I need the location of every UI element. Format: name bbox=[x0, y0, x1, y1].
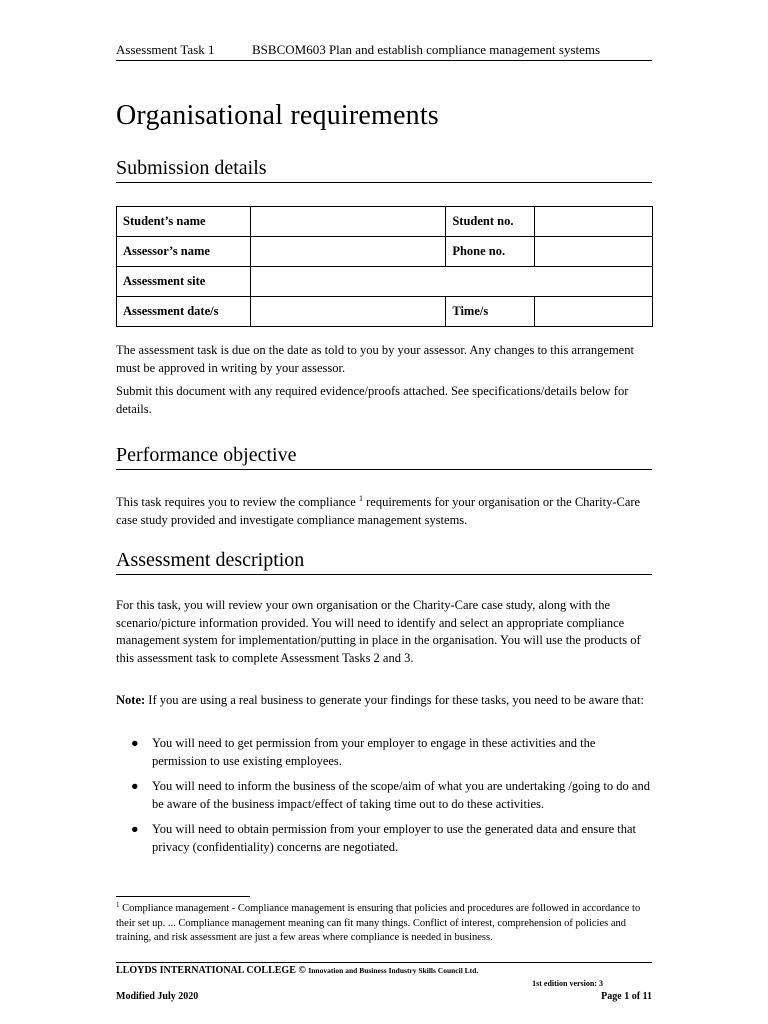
performance-text-before: This task requires you to review the compliance bbox=[116, 495, 359, 509]
footnote-text: Compliance management - Compliance management is ensuring that policies and procedures are followed in accordance to their set up. ... Compliance management meaning can fit many things. Conflict of interest, comprehension of policies and training, and risk assessment are just a few areas where compliance is needed in business. bbox=[116, 903, 641, 943]
footnote-reference[interactable]: 1 bbox=[358, 494, 363, 503]
student-no-label: Student no. bbox=[446, 207, 535, 237]
submission-heading: Submission details bbox=[116, 157, 652, 183]
header-unit: BSBCOM603 Plan and establish compliance management systems bbox=[252, 42, 601, 57]
list-item-text: You will need to get permission from your employer to engage in these activities and the permission to use existing employees. bbox=[152, 736, 596, 768]
description-paragraph: For this task, you will review your own organisation or the Charity-Care case study, along with the scenario/picture information provided. You will need to identify and select an appropriate compliance management system for implementation/putting in place in the organisation. You will use the products of this assessment task to complete Assessment Tasks 2 and 3. bbox=[116, 598, 641, 665]
assessment-site-label: Assessment site bbox=[117, 267, 251, 297]
assessment-date-field[interactable] bbox=[250, 297, 446, 327]
students-name-field[interactable] bbox=[250, 207, 446, 237]
note-paragraph bbox=[116, 692, 652, 710]
page-title: Organisational requirements bbox=[116, 100, 439, 131]
submission-details-table bbox=[116, 206, 653, 327]
time-field[interactable] bbox=[535, 297, 653, 327]
footer-college bbox=[116, 965, 478, 976]
note-text: If you are using a real business to generate your findings for these tasks, you need to be aware that: bbox=[145, 693, 644, 707]
running-header bbox=[116, 42, 652, 61]
footnote-number: 1 bbox=[116, 901, 120, 909]
table-row bbox=[117, 267, 653, 297]
footer-divider bbox=[116, 962, 652, 963]
header-task: Assessment Task 1 bbox=[116, 42, 215, 57]
footer-modified: Modified July 2020 bbox=[116, 991, 199, 1002]
list-item bbox=[116, 821, 652, 856]
note-label: Note: bbox=[116, 693, 146, 707]
bullet-icon: ● bbox=[131, 736, 139, 750]
page-number: Page 1 of 11 bbox=[601, 991, 652, 1002]
students-name-label: Student’s name bbox=[117, 207, 251, 237]
performance-paragraph bbox=[116, 490, 652, 529]
phone-no-field[interactable] bbox=[535, 237, 653, 267]
college-name: LLOYDS INTERNATIONAL COLLEGE © bbox=[116, 965, 306, 976]
assessors-name-label: Assessor’s name bbox=[117, 237, 251, 267]
bullet-icon: ● bbox=[131, 779, 139, 793]
assessment-date-label: Assessment date/s bbox=[117, 297, 251, 327]
submit-paragraph: Submit this document with any required evidence/proofs attached. See specifications/details below for details. bbox=[116, 384, 629, 416]
phone-no-label: Phone no. bbox=[446, 237, 535, 267]
table-row bbox=[117, 207, 653, 237]
list-item-text: You will need to inform the business of the scope/aim of what you are undertaking /going to do and be aware of the business impact/effect of taking time out to do these activities. bbox=[152, 779, 650, 811]
footnote-divider bbox=[116, 896, 250, 897]
table-row bbox=[117, 237, 653, 267]
council-name: Innovation and Business Industry Skills Council Ltd. bbox=[308, 966, 479, 975]
footnote bbox=[116, 898, 652, 946]
performance-text-after: requirements for your organisation or the Charity-Care case study provided and investigate compliance management systems. bbox=[116, 495, 641, 527]
assessment-site-field[interactable] bbox=[250, 267, 652, 297]
list-item bbox=[116, 778, 652, 813]
due-date-paragraph: The assessment task is due on the date as told to you by your assessor. Any changes to this arrangement must be approved in writing by your assessor. bbox=[116, 343, 634, 375]
list-item bbox=[116, 735, 652, 770]
student-no-field[interactable] bbox=[535, 207, 653, 237]
note-list bbox=[116, 735, 652, 864]
footer-edition: 1st edition version: 3 bbox=[532, 979, 603, 988]
list-item-text: You will need to obtain permission from your employer to use the generated data and ensure that privacy (confidentiality) concerns are negotiated. bbox=[152, 822, 637, 854]
bullet-icon: ● bbox=[131, 822, 139, 836]
description-heading: Assessment description bbox=[116, 549, 652, 575]
time-label: Time/s bbox=[446, 297, 535, 327]
assessors-name-field[interactable] bbox=[250, 237, 446, 267]
performance-heading: Performance objective bbox=[116, 444, 652, 470]
table-row bbox=[117, 297, 653, 327]
